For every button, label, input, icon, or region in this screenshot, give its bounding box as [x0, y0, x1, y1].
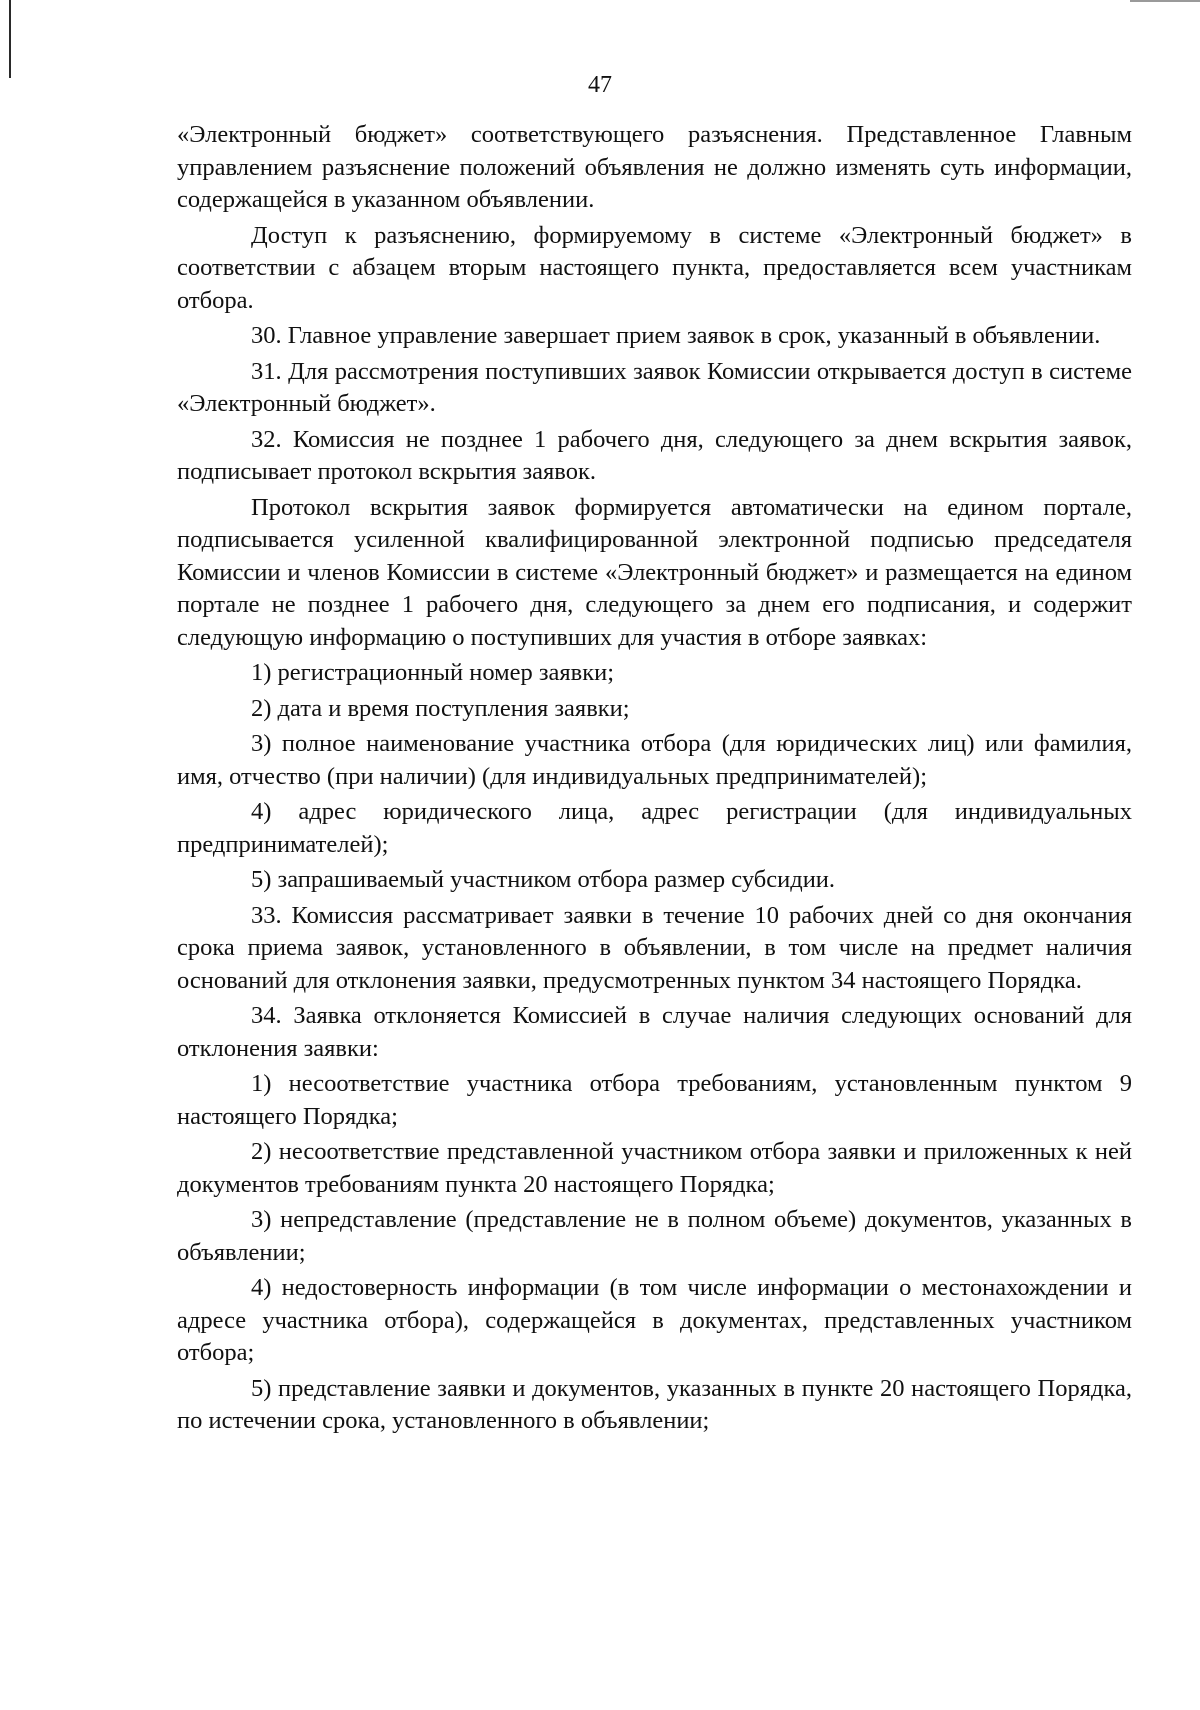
list-item-rejection-4: 4) недостоверность информации (в том числе информации о местонахождении и адресе участника отбора), содержащейся в документах, представленных участником отбора;	[177, 1274, 1132, 1366]
list-item-registration-number: 1) регистрационный номер заявки;	[251, 659, 615, 686]
list-item-subsidy-amount: 5) запрашиваемый участником отбора размер субсидии.	[251, 866, 836, 893]
list-item-rejection-2: 2) несоответствие представленной участником отбора заявки и приложенных к ней документов требованиям пункта 20 настоящего Порядка;	[177, 1138, 1132, 1198]
paragraph-access: Доступ к разъяснению, формируемому в системе «Электронный бюджет» в соответствии с абзацем вторым настоящего пункта, предоставляется всем участникам отбора.	[177, 221, 1132, 314]
list-item-rejection-1: 1) несоответствие участника отбора требованиям, установленным пунктом 9 настоящего Порядка;	[177, 1070, 1132, 1130]
paragraph-clause-34: 34. Заявка отклоняется Комиссией в случае наличия следующих оснований для отклонения заявки:	[177, 1002, 1132, 1062]
paragraph-clause-31: 31. Для рассмотрения поступивших заявок Комиссии открывается доступ в системе «Электронный бюджет».	[177, 357, 1132, 417]
list-item-full-name: 3) полное наименование участника отбора (для юридических лиц) или фамилия, имя, отчество (при наличии) (для индивидуальных предпринимателей);	[177, 730, 1132, 790]
paragraph-clause-32: 32. Комиссия не позднее 1 рабочего дня, следующего за днем вскрытия заявок, подписывает протокол вскрытия заявок.	[177, 425, 1132, 485]
paragraph-clause-33: 33. Комиссия рассматривает заявки в течение 10 рабочих дней со дня окончания срока приема заявок, установленного в объявлении, в том числе на предмет наличия оснований для отклонения заявки, предусмотренных пунктом 34 настоящего Порядка.	[177, 901, 1132, 994]
list-item-date-time: 2) дата и время поступления заявки;	[251, 694, 630, 722]
list-item-rejection-3: 3) непредставление (представление не в полном объеме) документов, указанных в объявлении;	[177, 1206, 1132, 1266]
document-body	[177, 119, 1132, 1441]
scan-edge-line	[1130, 0, 1200, 2]
scan-margin-mark	[9, 0, 11, 78]
list-item-address: 4) адрес юридического лица, адрес регистрации (для индивидуальных предпринимателей);	[177, 798, 1132, 858]
paragraph-clause-30: 30. Главное управление завершает прием заявок в срок, указанный в объявлении.	[251, 322, 1101, 349]
paragraph-continuation: «Электронный бюджет» соответствующего разъяснения. Представленное Главным управлением разъяснение положений объявления не должно изменять суть информации, содержащейся в указанном объявлении.	[177, 121, 1132, 213]
paragraph-protocol: Протокол вскрытия заявок формируется автоматически на едином портале, подписывается усиленной квалифицированной электронной подписью председателя Комиссии и членов Комиссии в системе «Электронный бюджет» и размещается на едином портале не позднее 1 рабочего дня, следующего за днем его подписания, и содержит следующую информацию о поступивших для участия в отборе заявках:	[177, 493, 1132, 651]
page-number: 47	[588, 72, 612, 98]
list-item-rejection-5: 5) представление заявки и документов, указанных в пункте 20 настоящего Порядка, по истечении срока, установленного в объявлении;	[177, 1374, 1132, 1434]
